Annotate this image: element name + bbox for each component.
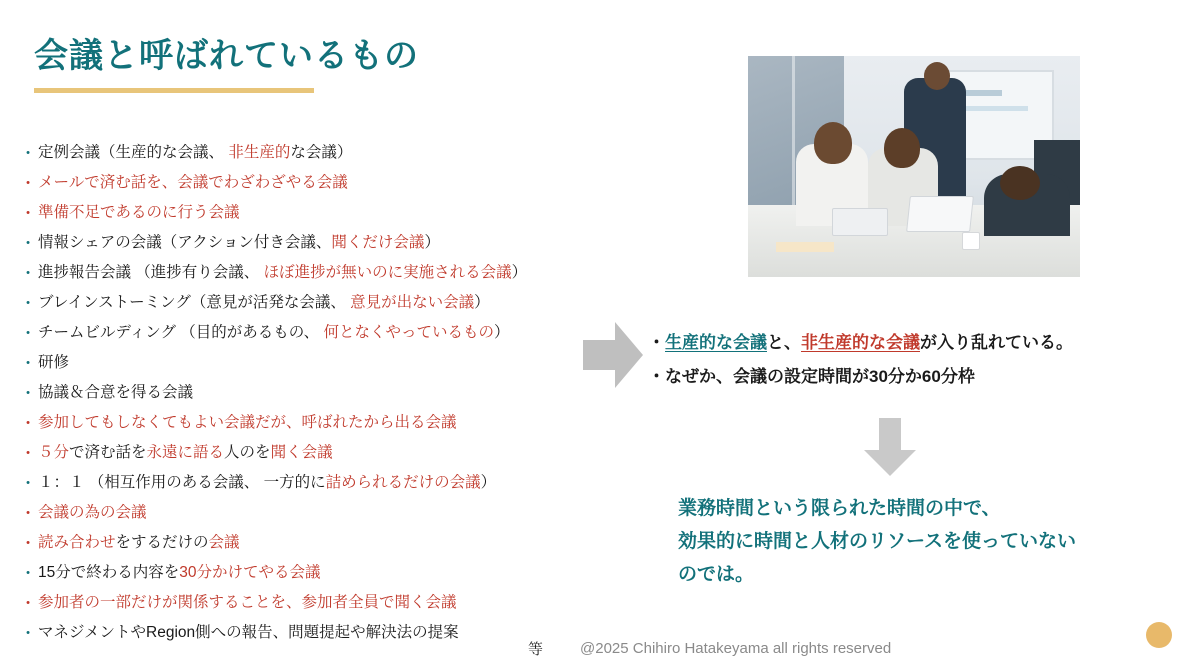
- bullet-dot-icon: •: [26, 417, 30, 429]
- conclusion-line-3: のでは。: [678, 564, 755, 585]
- bullet-segment: 定例会議（生産的な会議、: [38, 144, 229, 161]
- bullet-segment: ）: [474, 294, 490, 311]
- bullet-segment: 会議: [208, 534, 240, 551]
- bullet-text: [38, 498, 638, 528]
- bullet-text: [38, 588, 638, 618]
- bullet-dot-icon: •: [26, 627, 30, 639]
- summary-line-1: [648, 326, 1188, 360]
- bullet-dot-icon: •: [26, 297, 30, 309]
- bullet-segment: な会議）: [290, 144, 353, 161]
- bullet-dot-icon: •: [26, 177, 30, 189]
- bullet-segment: 読み合わせ: [38, 534, 116, 551]
- bullet-dot-icon: •: [26, 207, 30, 219]
- bullet-segment: １：１ （相互作用のある会議、 一方的に: [38, 474, 326, 491]
- bullet-segment: 意見が出ない会議: [350, 294, 475, 311]
- bullet-item: [18, 318, 638, 348]
- bullet-segment: ５分: [38, 444, 70, 461]
- bullet-segment: 参加者全員で聞く会議: [301, 594, 457, 611]
- bullet-segment: 聞く会議: [270, 444, 333, 461]
- footer-etc-label: 等: [528, 641, 544, 658]
- bullet-text: [38, 168, 638, 198]
- meeting-photo: [748, 56, 1080, 277]
- page-title: 会議と呼ばれているもの: [34, 37, 419, 75]
- bullet-item: [18, 618, 638, 648]
- bullet-segment: 情報シェアの会議（アクション付き会議、: [38, 234, 332, 251]
- conclusion-line-2: 効果的に時間と人材のリソースを使っていない: [678, 531, 1077, 552]
- bullet-segment: メールで済む話を、会議でわざわざやる会議: [38, 174, 348, 191]
- decorative-dot: [1146, 622, 1172, 648]
- bullet-segment: 非生産的: [228, 144, 291, 161]
- bullet-dot-icon: •: [26, 357, 30, 369]
- bullet-item: [18, 528, 638, 558]
- bullet-text: [38, 228, 638, 258]
- bullet-text: [38, 558, 638, 588]
- bullet-segment: 準備不足であるのに行う会議: [38, 204, 240, 221]
- bullet-segment: 進捗報告会議 （進捗有り会議、: [38, 264, 264, 281]
- bullet-dot-icon: •: [26, 567, 30, 579]
- bullet-segment: ブレインストーミング（意見が活発な会議、: [38, 294, 351, 311]
- bullet-text: [38, 618, 638, 648]
- bullet-segment: マネジメントやRegion側への報告、問題提起や解決法の提案: [38, 624, 459, 641]
- bullet-item: [18, 468, 638, 498]
- bullet-dot-icon: •: [26, 537, 30, 549]
- bullet-text: [38, 198, 638, 228]
- down-arrow-icon: [862, 418, 918, 478]
- bullet-text: [38, 138, 638, 168]
- bullet-dot-icon: •: [26, 597, 30, 609]
- bullet-item: [18, 258, 638, 288]
- bullet-segment: ）: [480, 474, 497, 491]
- bullet-dot-icon: •: [26, 237, 30, 249]
- bullet-text: [38, 528, 638, 558]
- bullet-dot-icon: •: [26, 327, 30, 339]
- summary-block-top: [648, 326, 1188, 394]
- summary-line-2: ・なぜか、会議の設定時間が30分か60分枠: [648, 367, 975, 386]
- bullet-dot-icon: •: [26, 387, 30, 399]
- bullet-segment: 呼ばれたから出る会議: [301, 414, 457, 431]
- copyright-notice: @2025 Chihiro Hatakeyama all rights reserved: [580, 640, 892, 657]
- bullet-segment: チームビルディング （目的があるもの、: [38, 324, 324, 341]
- bullet-dot-icon: •: [26, 447, 30, 459]
- bullet-segment: 協議＆合意を得る会議: [38, 384, 194, 401]
- conclusion-line-1: 業務時間という限られた時間の中で、: [678, 498, 1001, 519]
- bullet-dot-icon: •: [26, 267, 30, 279]
- bullet-segment: 詰められるだけの会議: [325, 474, 481, 491]
- bullet-text: [38, 408, 638, 438]
- bullet-item: [18, 198, 638, 228]
- bullet-segment: 参加してもしなくてもよい会議だが、: [38, 414, 302, 431]
- bullet-item: [18, 168, 638, 198]
- bullet-segment: 30分かけてやる会議: [179, 564, 321, 581]
- bullet-segment: ）: [493, 324, 510, 341]
- bullet-dot-icon: •: [26, 507, 30, 519]
- bullet-segment: ほぼ進捗が無いのに実施される会議: [263, 264, 512, 281]
- bullet-segment: 会議の為の会議: [38, 504, 147, 521]
- bullet-text: [38, 288, 638, 318]
- bullet-item: [18, 498, 638, 528]
- bullet-item: [18, 378, 638, 408]
- bullet-segment: 聞くだけ会議: [331, 234, 425, 251]
- bullet-text: [38, 378, 638, 408]
- summary-line1-prefix: ・: [648, 333, 665, 352]
- bullet-segment: 15分で終わる内容を: [38, 564, 180, 581]
- bullet-segment: をするだけの: [115, 534, 209, 551]
- bullet-text: [38, 318, 638, 348]
- bullet-dot-icon: •: [26, 477, 30, 489]
- bullet-item: [18, 348, 638, 378]
- bullet-segment: 永遠に語る: [146, 444, 225, 461]
- bullet-segment: 何となくやっているもの: [323, 324, 494, 341]
- summary-line1-mid: と、: [767, 333, 801, 352]
- bullet-segment: で済む話を: [69, 444, 147, 461]
- bullet-segment: ）: [511, 264, 528, 281]
- bullet-segment: 研修: [38, 354, 70, 371]
- summary-line1-unproductive: 非生産的な会議: [801, 333, 920, 352]
- bullet-text: [38, 348, 638, 378]
- bullet-text: [38, 258, 638, 288]
- summary-line1-productive: 生産的な会議: [665, 333, 767, 352]
- bullet-item: [18, 558, 638, 588]
- bullet-item: [18, 138, 638, 168]
- bullet-segment: 人のを: [224, 444, 271, 461]
- bullet-segment: 参加者の一部だけが関係することを、: [38, 594, 302, 611]
- bullet-item: [18, 588, 638, 618]
- bullet-segment: ）: [424, 234, 440, 251]
- title-underline-rule: [34, 88, 314, 93]
- bullet-item: [18, 228, 638, 258]
- bullet-list: [18, 138, 638, 648]
- bullet-text: [38, 468, 638, 498]
- summary-line1-suffix: が入り乱れている。: [920, 333, 1073, 352]
- bullet-item: [18, 438, 638, 468]
- right-arrow-icon: [583, 320, 643, 390]
- bullet-item: [18, 288, 638, 318]
- bullet-dot-icon: •: [26, 147, 30, 159]
- bullet-text: [38, 438, 638, 468]
- conclusion-block: [678, 492, 1188, 591]
- bullet-item: [18, 408, 638, 438]
